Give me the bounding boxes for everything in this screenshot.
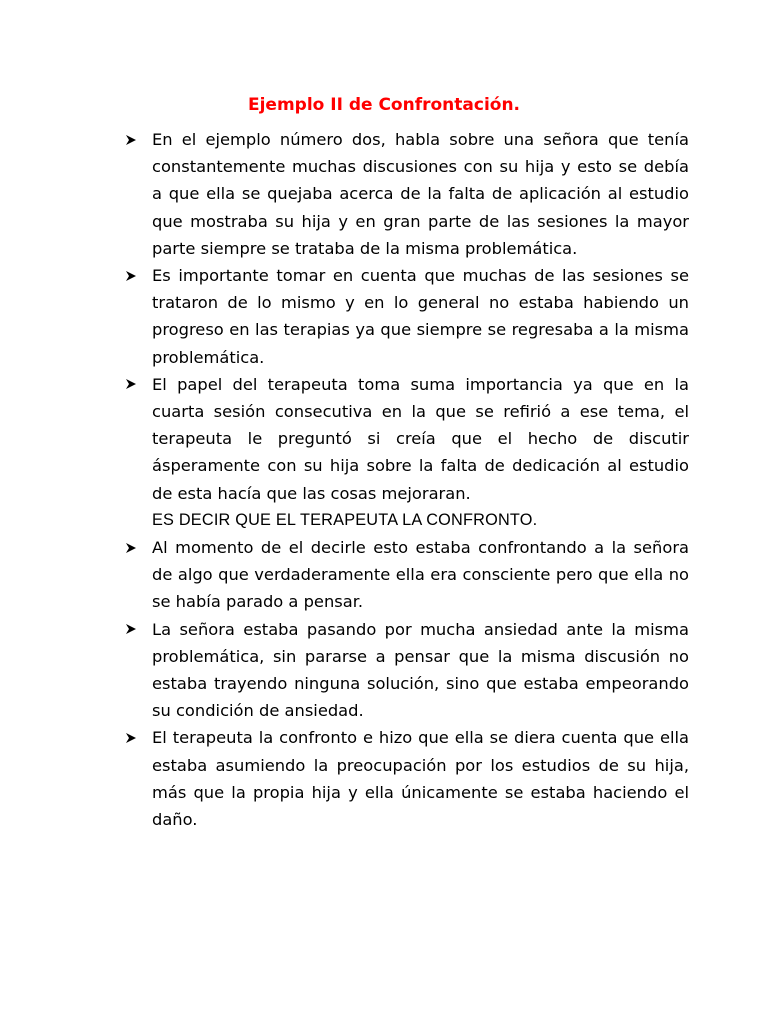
emphasis-note: ES DECIR QUE EL TERAPEUTA LA CONFRONTO. [152,510,538,529]
page-title [0,94,768,116]
list-item [152,371,689,507]
list-item-text: Al momento de el decirle esto estaba confrontando a la señora de algo que verdaderamente ella era consciente pero que ella no se había parado a pensar. [152,538,689,612]
arrowhead-bullet-icon [125,262,139,289]
list-item [152,262,689,371]
list-item [152,534,689,616]
page-title-text: Ejemplo II de Confrontación. [247,95,521,115]
list-item-text: En el ejemplo número dos, habla sobre una señora que tenía constantemente muchas discusiones con su hija y esto se debía a que ella se quejaba acerca de la falta de aplicación al estudio que mostraba su hija y en gran parte de las sesiones la mayor parte siempre se trataba de la misma problemática. [152,130,689,258]
arrowhead-bullet-icon [125,616,139,643]
bullet-list [152,126,689,833]
arrowhead-bullet-icon [125,371,139,398]
list-item [152,126,689,262]
list-item [152,616,689,725]
arrowhead-bullet-icon [125,534,139,561]
list-item-text: La señora estaba pasando por mucha ansiedad ante la misma problemática, sin pararse a pensar que la misma discusión no estaba trayendo ninguna solución, sino que estaba empeorando su condición de ansiedad. [152,619,689,721]
list-item-text: Es importante tomar en cuenta que muchas de las sesiones se trataron de lo mismo y en lo general no estaba habiendo un progreso en las terapias ya que siempre se regresaba a la misma problemática. [152,266,689,367]
list-item-text: El papel del terapeuta toma suma importancia ya que en la cuarta sesión consecutiva en la que se refirió a ese tema, el terapeuta le preguntó si creía que el hecho de discutir ásperamente con su hija sobre la falta de dedicación al estudio de esta hacía que las cosas mejoraran. [152,374,689,503]
arrowhead-bullet-icon [125,724,139,751]
arrowhead-bullet-icon [125,126,139,153]
list-item-text: El terapeuta la confronto e hizo que ella se diera cuenta que ella estaba asumiendo la preocupación por los estudios de su hija, más que la propia hija y ella únicamente se estaba haciendo el daño. [152,728,689,830]
list-item [152,724,689,833]
